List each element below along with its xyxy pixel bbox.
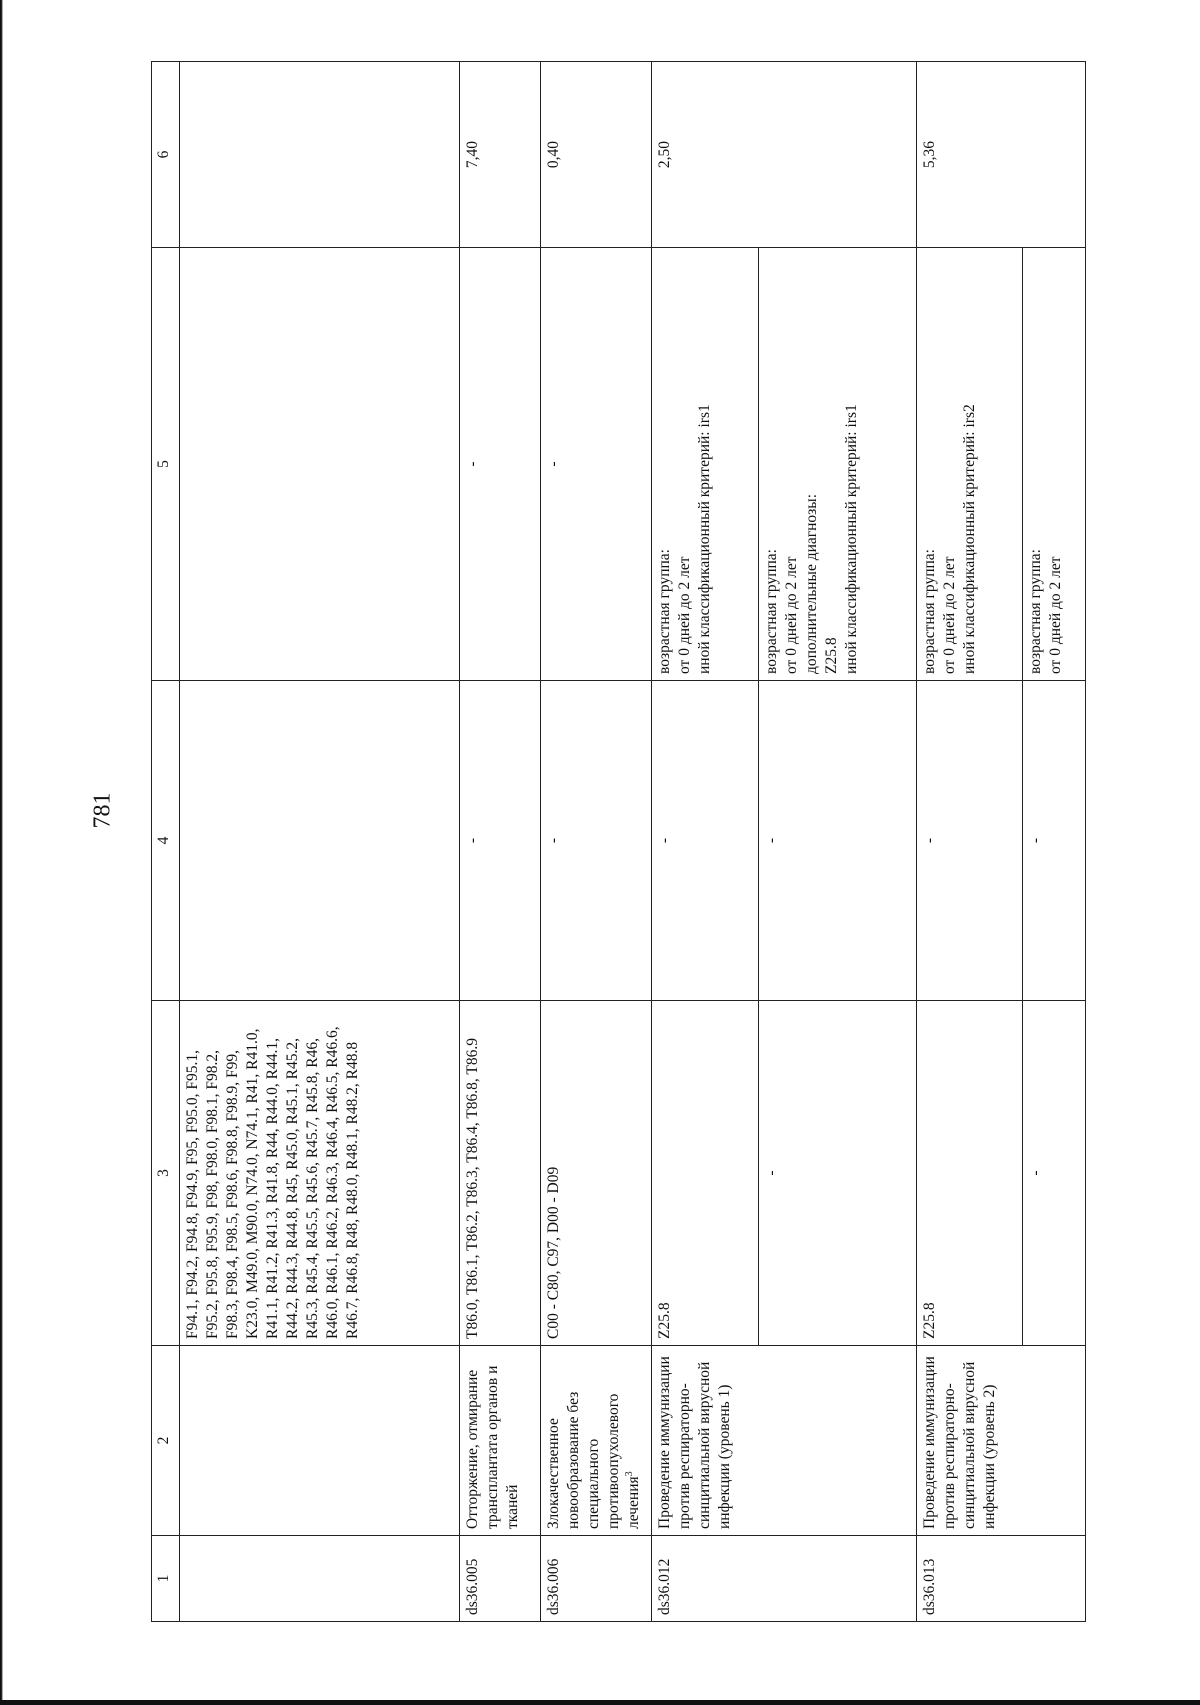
row-col5: - [540, 248, 652, 681]
row-code: ds36.013 [917, 1536, 1086, 1622]
header-col-2: 2 [152, 1346, 180, 1536]
row-coef: 5,36 [917, 62, 1086, 248]
row-code: ds36.006 [540, 1536, 652, 1622]
row-col4: - [652, 681, 758, 1001]
row-mkb: - [1023, 1001, 1086, 1346]
row-coef: 7,40 [459, 62, 540, 248]
row-mkb: C00 - C80, C97, D00 - D09 [540, 1001, 652, 1346]
page-number: 781 [89, 792, 116, 829]
continuation-col5 [180, 248, 459, 681]
row-col4: - [540, 681, 652, 1001]
header-col-3: 3 [152, 1001, 180, 1346]
rotated-table-wrapper [151, 62, 1086, 1622]
scan-edge-bottom [0, 1700, 1200, 1705]
row-col5: возрастная группа: от 0 дней до 2 лет иной классификационный критерий: irs1 [652, 248, 758, 681]
row-name: Проведение иммунизации против респираторно-синцитиальной вирусной инфекции (уровень 2) [917, 1346, 1086, 1536]
row-name [540, 1346, 652, 1536]
row-col4: - [459, 681, 540, 1001]
scan-edge-left [0, 0, 3, 1705]
row-col4: - [758, 681, 916, 1001]
row-mkb: T86.0, T86.1, T86.2, T86.3, T86.4, T86.8, T86.9 [459, 1001, 540, 1346]
continuation-row [180, 62, 459, 1622]
row-coef: 0,40 [540, 62, 652, 248]
continuation-name [180, 1346, 459, 1536]
row-mkb: - [758, 1001, 916, 1346]
header-col-5: 5 [152, 248, 180, 681]
table-row [459, 62, 540, 1622]
row-name-text: Злокачественное новообразование без специального противоопухолевого лечения [544, 1391, 642, 1529]
row-col4: - [1023, 681, 1086, 1001]
continuation-coef [180, 62, 459, 248]
row-name: Проведение иммунизации против респираторно-синцитиальной вирусной инфекции (уровень 1) [652, 1346, 917, 1536]
header-row [152, 62, 180, 1622]
row-coef: 2,50 [652, 62, 917, 248]
continuation-code [180, 1536, 459, 1622]
table-row [652, 62, 758, 1622]
row-col5: возрастная группа: от 0 дней до 2 лет иной классификационный критерий: irs2 [917, 248, 1023, 681]
header-col-6: 6 [152, 62, 180, 248]
row-mkb: Z25.8 [917, 1001, 1023, 1346]
row-col4: - [917, 681, 1023, 1001]
row-mkb: Z25.8 [652, 1001, 758, 1346]
row-name: Отторжение, отмирание трансплантата органов и тканей [459, 1346, 540, 1536]
row-code: ds36.012 [652, 1536, 917, 1622]
tariff-table [151, 61, 1086, 1622]
table-row [917, 62, 1023, 1622]
continuation-col4 [180, 681, 459, 1001]
row-col5: - [459, 248, 540, 681]
row-col5: возрастная группа: от 0 дней до 2 лет [1023, 248, 1086, 681]
header-col-1: 1 [152, 1536, 180, 1622]
header-col-4: 4 [152, 681, 180, 1001]
footnote-mark: 3 [623, 1471, 635, 1477]
continuation-mkb-codes: F94.1, F94.2, F94.8, F94.9, F95, F95.0, F95.1, F95.2, F95.8, F95.9, F98, F98.0, F98.1, F98.2, F98.3, F98.4, F98.5, F98.6, F98.8, F98.9, F99, K23.0, M49.0, M90.0, N74.0, N74.1, R41, R41.0, R41.1, R41.2, R41.3, R41.8, R44, R44.0, R44.1, R44.2, R44.3, R44.8, R45, R45.0, R45.1, R45.2, R45.3, R45.4, R45.5, R45.6, R45.7, R45.8, R46, R46.0, R46.1, R46.2, R46.3, R46.4, R46.5, R46.6, R46.7, R46.8, R48, R48.0, R48.1, R48.2, R48.8 [180, 1001, 459, 1346]
row-code: ds36.005 [459, 1536, 540, 1622]
row-col5: возрастная группа: от 0 дней до 2 лет дополнительные диагнозы: Z25.8 иной классификационный критерий: irs1 [758, 248, 916, 681]
table-row [540, 62, 652, 1622]
